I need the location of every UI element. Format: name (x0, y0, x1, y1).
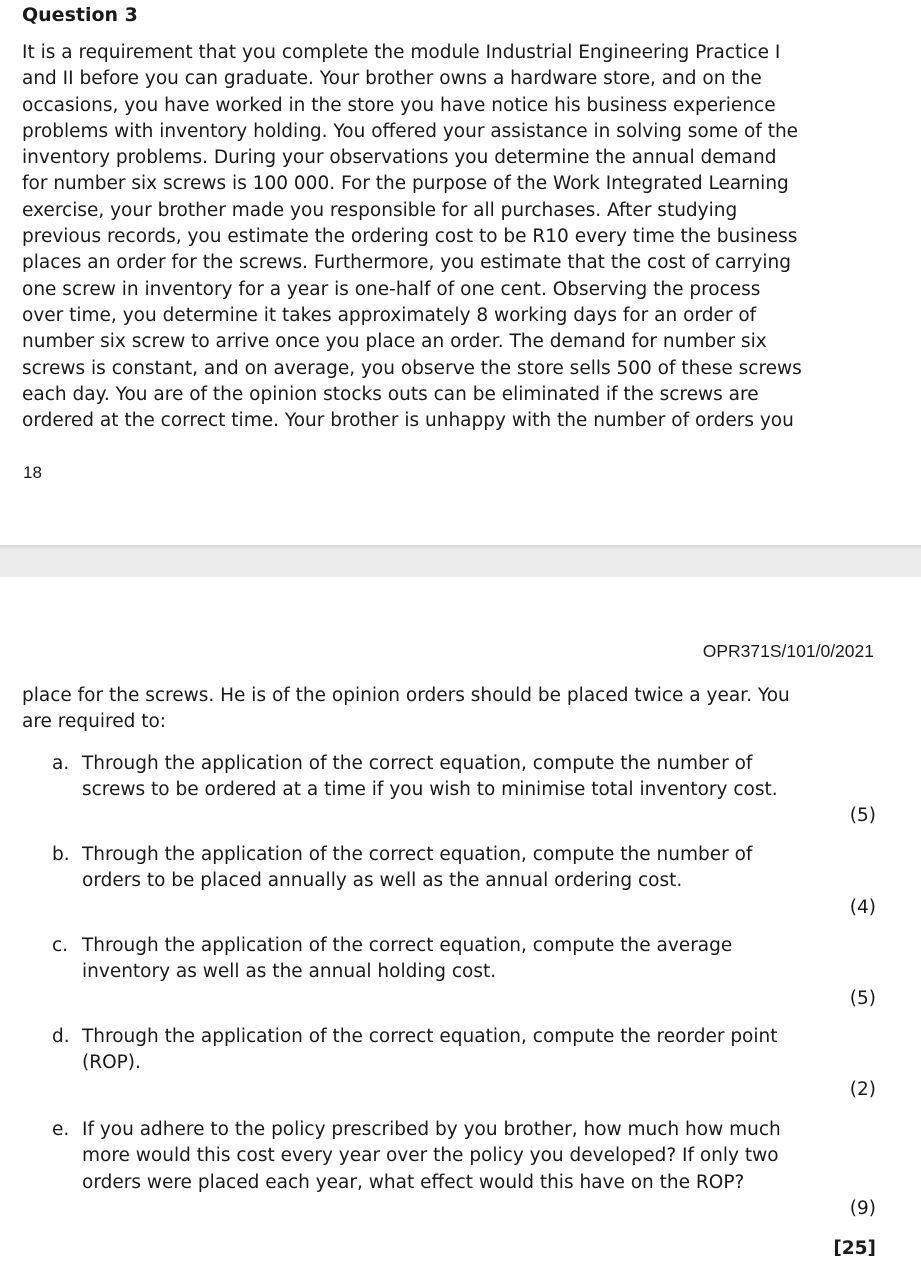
item-marker: d. (52, 1026, 70, 1047)
item-line: Through the application of the correct equation, compute the number of (82, 844, 753, 865)
paragraph-line: one screw in inventory for a year is one-half of one cent. Observing the process (22, 278, 761, 300)
item-line: inventory as well as the annual holding cost. (82, 961, 497, 983)
paragraph-line: number six screw to arrive once you place an order. The demand for number six (22, 331, 767, 353)
paragraph-line: and II before you can graduate. Your brother owns a hardware store, and on the (22, 68, 762, 90)
item-line: orders to be placed annually as well as the annual ordering cost. (82, 870, 683, 892)
page-bottom (0, 577, 921, 1274)
paragraph-line: inventory problems. During your observations you determine the annual demand (22, 147, 777, 169)
paragraph-line: each day. You are of the opinion stocks outs can be eliminated if the screws are (22, 383, 759, 405)
item-marker: e. (52, 1119, 70, 1140)
document-code: OPR371S/101/0/2021 (702, 641, 874, 661)
item-line: orders were placed each year, what effect would this have on the ROP? (82, 1171, 745, 1193)
paragraph-line: are required to: (22, 711, 166, 733)
marks-b: (4) (849, 897, 876, 918)
paragraph-line: occasions, you have worked in the store you have notice his business experience (22, 94, 776, 116)
item-text (82, 1024, 778, 1077)
item-line: Through the application of the correct equation, compute the reorder point (82, 1026, 778, 1047)
item-line: Through the application of the correct equation, compute the number of (82, 753, 753, 774)
paragraph-line: exercise, your brother made you responsible for all purchases. After studying (22, 199, 738, 221)
paragraph-line: It is a requirement that you complete the module Industrial Engineering Practice I (22, 42, 781, 63)
item-marker: a. (52, 753, 70, 774)
item-text (82, 842, 752, 895)
item-line: more would this cost every year over the policy you developed? If only two (82, 1145, 779, 1167)
item-line: If you adhere to the policy prescribed by you brother, how much how much (82, 1119, 781, 1140)
paragraph-line: problems with inventory holding. You offered your assistance in solving some of the (22, 120, 799, 142)
paragraph-line: places an order for the screws. Furthermore, you estimate that the cost of carrying (22, 252, 791, 274)
item-marker: b. (52, 844, 70, 865)
paragraph-line: screws is constant, and on average, you observe the store sells 500 of these screws (22, 357, 802, 379)
item-marker: c. (52, 935, 69, 956)
item-text (82, 1117, 781, 1196)
marks-c: (5) (849, 988, 876, 1009)
paragraph-line: previous records, you estimate the ordering cost to be R10 every time the business (22, 226, 798, 248)
marks-d: (2) (849, 1079, 876, 1100)
item-text (82, 933, 732, 986)
page-number: 18 (23, 463, 42, 482)
item-line: Through the application of the correct equation, compute the average (82, 935, 733, 956)
page-separator (0, 545, 921, 577)
paragraph-line: for number six screws is 100 000. For the purpose of the Work Integrated Learning (22, 173, 789, 195)
paragraph-line: ordered at the correct time. Your brother is unhappy with the number of orders you (22, 410, 794, 432)
question-paragraph (22, 40, 802, 434)
continuation-paragraph (22, 683, 790, 736)
item-line: (ROP). (82, 1052, 141, 1074)
marks-e: (9) (849, 1198, 876, 1219)
question-title: Question 3 (22, 4, 138, 26)
page-top (0, 0, 921, 545)
paragraph-line: over time, you determine it takes approximately 8 working days for an order of (22, 304, 757, 326)
total-marks: [25] (833, 1238, 876, 1259)
item-line: screws to be ordered at a time if you wish to minimise total inventory cost. (82, 779, 778, 801)
item-text (82, 751, 778, 804)
marks-a: (5) (849, 805, 876, 826)
paragraph-line: place for the screws. He is of the opinion orders should be placed twice a year. You (22, 685, 790, 706)
